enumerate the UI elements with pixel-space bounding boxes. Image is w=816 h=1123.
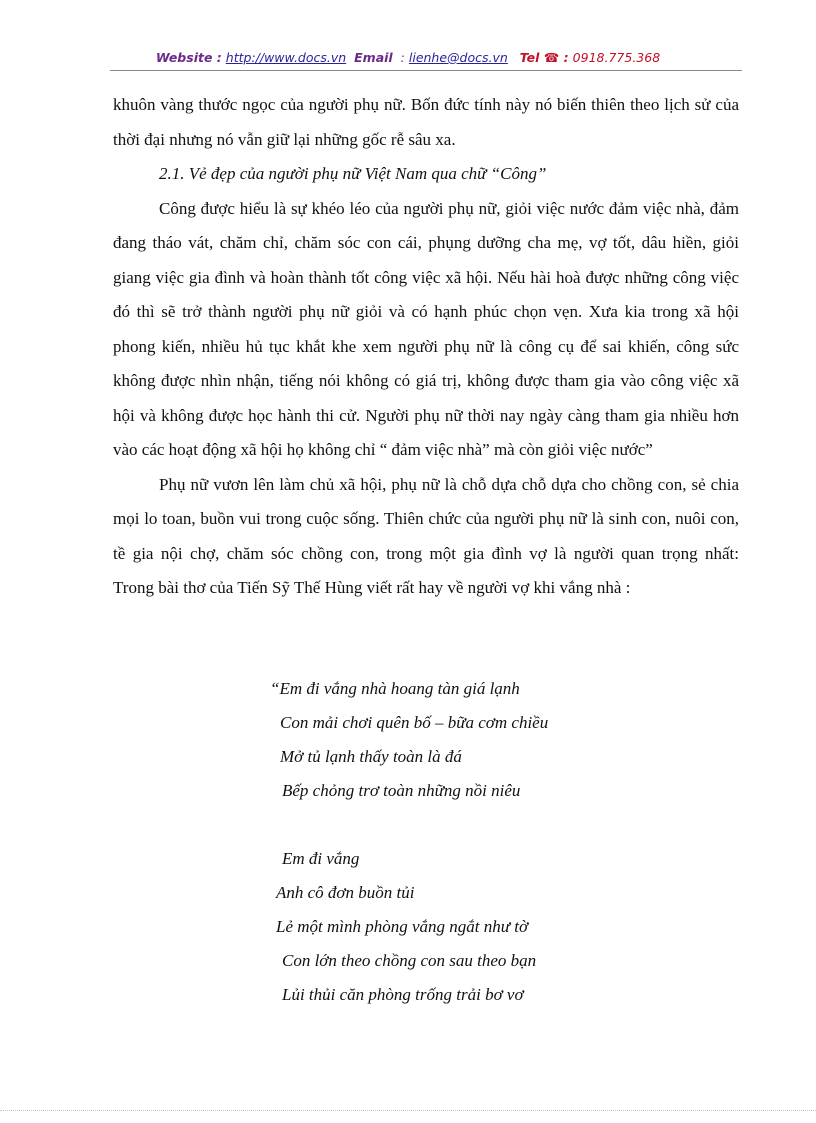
paragraph-vuon-len: Phụ nữ vươn lên làm chủ xã hội, phụ nữ là chỗ dựa chỗ dựa cho chồng con, sẻ chia mọi lo toan, buồn vui trong cuộc sống. Thiên chức của người phụ nữ là sinh con, nuôi con, tề gia nội chợ, chăm sóc chồng con, trong một gia đình vợ là người quan trọng nhất: xyxy=(113,474,739,563)
page-header xyxy=(0,50,816,65)
poem-line: Con lớn theo chồng con sau theo bạn xyxy=(282,951,537,970)
poem-line: Mở tủ lạnh thấy toàn là đá xyxy=(280,747,462,766)
footer-divider xyxy=(0,1110,816,1111)
poem-line: Con mải chơi quên bố – bữa cơm chiều xyxy=(280,713,549,732)
paragraph-intro: khuôn vàng thước ngọc của người phụ nữ. Bốn đức tính này nó biến thiên theo lịch sử của thời đại nhưng nó vẫn giữ lại những gốc rễ sâu xa. xyxy=(113,95,739,149)
document-body xyxy=(113,88,739,606)
website-link[interactable]: http://www.docs.vn xyxy=(225,50,347,65)
paragraph-cong: Công được hiểu là sự khéo léo của người phụ nữ, giỏi việc nước đảm việc nhà, đảm đang tháo vát, chăm chỉ, chăm sóc con cái, phụng dưỡng cha mẹ, vợ tốt, dâu hiền, giỏi giang việc gia đình và hoàn thành tốt công việc xã hội. Nếu hài hoà được những công việc đó thì sẽ trở thành người phụ nữ giỏi và có hạnh phúc chọn vẹn. Xưa kia trong xã hội phong kiến, nhiều hủ tục khắt khe xem người phụ nữ là công cụ để sai khiến, công sức không được nhìn nhận, tiếng nói không có giá trị, không được tham gia vào công việc xã hội và không được học hành thi cử. Người phụ nữ thời nay ngày càng tham gia nhiều hơn vào các hoạt động xã hội họ không chỉ “ đảm việc nhà” mà còn giỏi việc nước” xyxy=(113,198,739,459)
poem-line: Lẻ một mình phòng vắng ngắt như tờ xyxy=(276,917,529,936)
poem-line: Bếp chỏng trơ toàn những nồi niêu xyxy=(282,781,521,800)
section-heading: 2.1. Vẻ đẹp của người phụ nữ Việt Nam qua chữ “Công” xyxy=(159,164,547,183)
poem xyxy=(270,672,690,1012)
poem-line: “Em đi vắng nhà hoang tàn giá lạnh xyxy=(270,679,520,698)
stanza-gap xyxy=(270,808,690,842)
email-label: Email xyxy=(354,50,393,65)
header-divider xyxy=(110,70,742,71)
tel-number: 0918.775.368 xyxy=(572,50,661,65)
email-separator: : xyxy=(400,50,405,65)
poem-line: Em đi vắng xyxy=(282,849,360,868)
website-label: Website : xyxy=(155,50,222,65)
email-link[interactable]: lienhe@docs.vn xyxy=(408,50,508,65)
poem-line: Anh cô đơn buồn tủi xyxy=(276,883,415,902)
tel-label: Tel ☎ : xyxy=(519,50,569,65)
paragraph-poem-intro: Trong bài thơ của Tiến Sỹ Thế Hùng viết rất hay về người vợ khi vắng nhà : xyxy=(113,578,631,597)
poem-line: Lủi thủi căn phòng trống trải bơ vơ xyxy=(282,985,524,1004)
